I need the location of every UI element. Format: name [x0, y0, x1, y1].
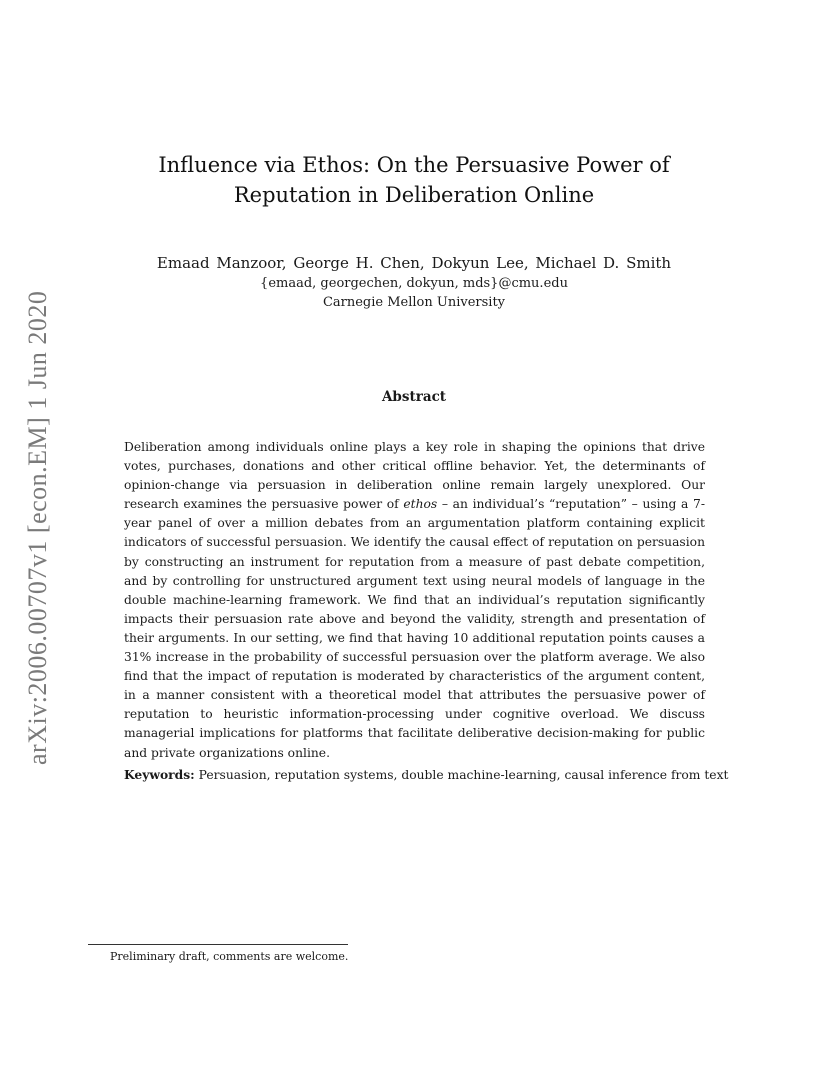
- abstract-heading: Abstract: [381, 389, 447, 405]
- author-affiliation: Carnegie Mellon University: [322, 295, 506, 310]
- title-line-2: Reputation in Deliberation Online: [233, 183, 595, 207]
- author-names: Emaad Manzoor, George H. Chen, Dokyun Lee, Michael D. Smith: [156, 254, 672, 272]
- footnote-rule: [88, 944, 348, 945]
- title-line-1: Influence via Ethos: On the Persuasive Power of: [158, 153, 670, 177]
- arxiv-identifier: arXiv:2006.00707v1 [econ.EM] 1 Jun 2020: [23, 290, 52, 765]
- abstract-ethos-term: ethos: [403, 497, 438, 512]
- paper-title: [120, 150, 708, 210]
- keywords-line: [124, 765, 729, 785]
- footnote-text: Preliminary draft, comments are welcome.: [110, 950, 349, 963]
- author-block: [120, 254, 708, 312]
- keywords-text: Persuasion, reputation systems, double machine-learning, causal inference from text: [194, 768, 729, 782]
- keywords-label: Keywords:: [124, 767, 195, 782]
- abstract-body: [124, 438, 705, 763]
- abstract-text-part-1: Deliberation among individuals online plays a key role in shaping the opinions that drive votes, purchases, donations and other critical offline behavior. Yet, the determinants of opinion-change via persuasion in deliberation online remain largely unexplored. Our research examines the persuasive power of: [124, 440, 705, 512]
- abstract-text-part-2: – an individual’s “reputation” – using a 7-year panel of over a million debates from an argumentation platform containing explicit indicators of successful persuasion. We identify the causal effect of reputation on persuasion by constructing an instrument for reputation from a measure of past debate competition, and by controlling for unstructured argument text using neural models of language in the double machine-learning framework. We find that an individual’s reputation significantly impacts their persuasion rate above and beyond the validity, strength and presentation of their arguments. In our setting, we find that having 10 additional reputation points causes a 31% increase in the probability of successful persuasion over the platform average. We also find that the impact of reputation is moderated by characteristics of the argument content, in a manner consistent with a theoretical model that attributes the persuasive power of reputation to heuristic information-processing under cognitive overload. We discuss managerial implications for platforms that facilitate deliberative decision-making for public and private organizations online.: [124, 497, 705, 760]
- author-emails: {emaad, georgechen, dokyun, mds}@cmu.edu: [260, 276, 568, 291]
